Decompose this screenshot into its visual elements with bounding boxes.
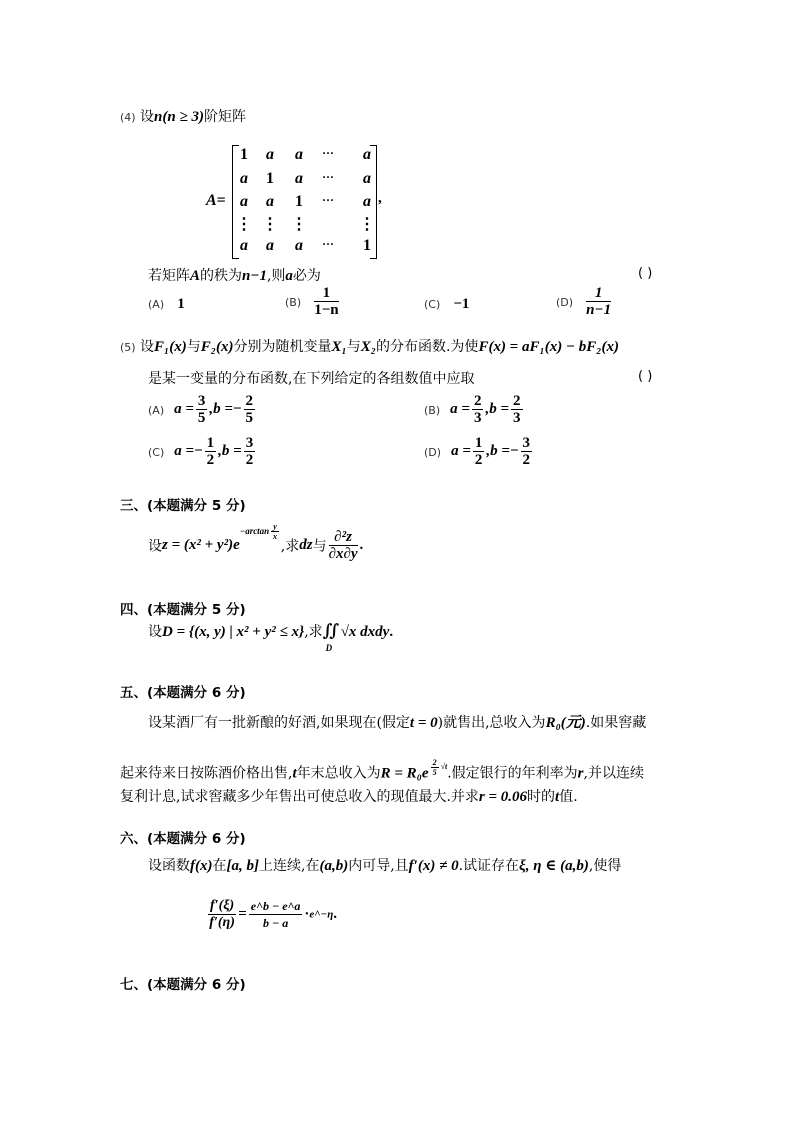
q5-option-d	[424, 435, 534, 468]
matrix-name: A	[206, 192, 217, 209]
matrix-cell: ⋮	[262, 216, 278, 233]
s5-exp-den: 5	[432, 768, 437, 777]
q5-a-fraction	[205, 435, 217, 468]
s6-title: 六、(本题满分 6 分)	[120, 831, 246, 847]
q4-option-b	[285, 285, 341, 318]
matrix-cell: 1	[266, 170, 274, 187]
q5-a-num: 2	[473, 393, 482, 409]
q5-f2: F₂(x)	[200, 339, 234, 355]
s5-l2-r: R = R₀e	[380, 765, 429, 782]
q4-cond-var2: a	[285, 268, 293, 284]
s5-l2-a: 起来待来日按陈酒价格出售,	[120, 765, 293, 782]
q5-b-var: ,b =	[486, 443, 510, 459]
q4-option-b-num: 1	[314, 285, 338, 302]
s6-rhs-fraction	[249, 898, 303, 931]
matrix-cell: ⋮	[291, 216, 307, 233]
s3-mid2: 与	[312, 538, 327, 555]
matrix-cell: ···	[321, 146, 334, 160]
s5-l1-c: .如果窖藏	[585, 715, 647, 731]
s5-l1-t: t = 0	[409, 715, 438, 731]
s5-l2-r-var: r	[577, 765, 584, 782]
q5-a-var: a =	[451, 443, 471, 459]
q4-option-c-value: −1	[453, 296, 470, 312]
matrix-cell: a	[240, 237, 248, 254]
s6-l1-e: .试证存在	[458, 858, 520, 874]
s6-f-den: f′(η)	[209, 915, 235, 930]
s6-eq: =	[238, 906, 247, 922]
s5-line2	[120, 758, 644, 782]
q4-option-a	[148, 293, 185, 313]
q4-number: (4)	[120, 111, 136, 124]
q4-cond-pre: 若矩阵	[148, 268, 190, 284]
s3-body	[148, 522, 363, 562]
q5-a-var: a =	[174, 401, 194, 417]
q5-b-num: 3	[522, 435, 530, 451]
q5-b-num: 2	[513, 393, 521, 409]
matrix-label	[206, 190, 226, 210]
q5-b-sign: −	[509, 443, 519, 459]
s5-l3-a: 复利计息,试求窖藏多少年售出可使总收入的现值最大.并求	[120, 789, 479, 805]
s6-f-num: f′(ξ)	[210, 898, 235, 913]
q5-line2: 是某一变量的分布函数,在下列给定的各组数值中应取	[148, 371, 475, 387]
q5-option-b	[424, 393, 525, 426]
q5-option-label: (C)	[148, 446, 165, 459]
s5-exp-num: 2	[432, 758, 437, 767]
s6-l1-b: 在	[212, 858, 227, 874]
q5-a-fraction	[473, 435, 485, 468]
q5-a-num: 3	[197, 393, 206, 409]
s6-l1-cond: f′(x) ≠ 0	[408, 858, 459, 874]
s5-l3-b: 时的	[527, 789, 556, 805]
q4-cond-post2: 必为	[292, 268, 321, 284]
s6-l1-f2: ,使得	[588, 858, 622, 874]
s5-exp-rest: √t	[440, 762, 448, 772]
s3-exp-den: x	[272, 532, 277, 541]
s6-l1-open: (a,b)	[319, 858, 349, 874]
s6-l1-xi: ξ, η ∈ (a,b)	[519, 858, 589, 874]
q5-b-den: 5	[245, 410, 254, 426]
q4-intro-post: 阶矩阵	[203, 109, 246, 125]
s3-exponent	[239, 522, 281, 541]
s4-integrand: √x dxdy	[340, 624, 390, 640]
s4-set: D = {(x, y) | x² + y² ≤ x}	[162, 624, 305, 640]
q4-option-d-num: 1	[586, 285, 611, 302]
s5-line1	[148, 711, 646, 732]
s6-formula	[206, 898, 337, 931]
q4-option-d-den: n−1	[586, 302, 612, 318]
q4-intro-pre: 设	[140, 109, 155, 125]
s6-dot: ·	[304, 906, 310, 922]
q5-b-fraction	[244, 435, 256, 468]
q5-b-den: 3	[513, 410, 521, 426]
s4-integral-wrap	[322, 621, 341, 653]
q4-option-c	[424, 293, 469, 313]
s5-l2-d: ,并以连续	[583, 765, 644, 782]
s6-l1-f: f(x)	[190, 858, 213, 874]
s5-l1-r0: R₀(元)	[545, 715, 586, 731]
s3-lhs: z = (x² + y²)e	[162, 537, 240, 554]
q5-b-fraction	[511, 393, 523, 426]
q4-cond-var: A	[190, 268, 201, 284]
q5-x1: X₁	[331, 339, 347, 355]
q5-p1: 设	[140, 339, 155, 355]
q5-option-label: (B)	[424, 404, 441, 417]
q4-option-a-label: (A)	[148, 298, 165, 311]
q5-b-var: ,b =	[485, 401, 510, 417]
matrix-cell: a	[295, 170, 303, 187]
matrix-cell: 1	[295, 193, 303, 210]
q4-option-d-fraction	[586, 285, 611, 318]
s5-l3-c: 值.	[559, 789, 578, 805]
s4-integral: ∬	[322, 621, 340, 640]
q5-p4: 与	[346, 339, 361, 355]
s6-end: .	[333, 906, 338, 922]
matrix-cell: 1	[240, 146, 248, 163]
s5-l3-r: r = 0.06	[478, 789, 528, 805]
matrix-cell: 1	[363, 237, 371, 254]
q4-var-n: n	[154, 109, 163, 125]
s6-l1-a: 设函数	[148, 858, 190, 874]
q5-a-num: 1	[206, 435, 215, 451]
q5-b-fraction	[244, 393, 256, 426]
q5-a-var: a =	[450, 401, 470, 417]
matrix-cell: ···	[321, 237, 334, 251]
s3-exp: −arctan	[239, 525, 270, 536]
q4-answer-blank: ( )	[638, 266, 653, 281]
q5-b-num: 3	[245, 435, 254, 451]
q5-answer-blank: ( )	[638, 369, 653, 384]
s5-l1-a: 设某酒厂有一批新酿的好酒,如果现在(假定	[148, 715, 410, 731]
s5-l2-c: .假定银行的年利率为	[447, 765, 578, 782]
q5-a-var: a =	[174, 443, 195, 459]
matrix-cell: a	[240, 170, 248, 187]
s5-l2-t: t	[292, 765, 297, 782]
q4-cond-post1: ,则	[266, 268, 286, 284]
q4-option-d-label: (D)	[556, 296, 574, 309]
q5-option-label: (D)	[424, 446, 442, 459]
s5-l1-b: )就售出,总收入为	[437, 715, 546, 731]
q5-p5: 的分布函数.为使	[375, 339, 479, 355]
s3-dz: dz	[299, 537, 313, 554]
s6-tail: e^−η	[309, 908, 334, 921]
s3-mid: ,求	[280, 538, 300, 555]
q5-p3: 分别为随机变量	[233, 339, 332, 355]
s6-r-num: e^b − e^a	[250, 899, 301, 913]
q5-a-fraction	[472, 393, 484, 426]
q5-a-den: 2	[206, 452, 215, 468]
s4-mid: ,求	[304, 624, 323, 640]
s7-title: 七、(本题满分 6 分)	[120, 977, 246, 993]
s6-l1-int: [a, b]	[226, 858, 259, 874]
q4-option-d	[556, 285, 613, 318]
matrix-cell: ⋮	[359, 216, 375, 233]
matrix-cell: a	[266, 146, 274, 163]
s5-l2-b: 年末总收入为	[296, 765, 381, 782]
q4-option-b-fraction	[314, 285, 338, 318]
q4-cond-mid: 的秩为	[200, 268, 243, 284]
s3-d-num: ∂²z	[329, 529, 358, 546]
matrix-cell: a	[295, 237, 303, 254]
s4-sub: D	[325, 643, 333, 653]
s6-l1-c: 上连续,在	[259, 858, 320, 874]
matrix-cell: a	[363, 193, 371, 210]
s3-exp-num: y	[273, 522, 277, 531]
matrix-cell: ···	[321, 193, 334, 207]
q5-x2: X₂	[360, 339, 376, 355]
matrix-cell: ···	[321, 170, 334, 184]
matrix-cell: a	[266, 193, 274, 210]
q5-a-sign: −	[194, 443, 203, 459]
q5-b-den: 2	[245, 452, 254, 468]
s6-r-den: b − a	[262, 916, 289, 930]
matrix-cell: a	[240, 193, 248, 210]
s3-pre: 设	[148, 538, 162, 555]
q5-b-var: ,b =	[209, 401, 233, 417]
q5-b-fraction	[521, 435, 533, 468]
matrix-cell: a	[363, 170, 371, 187]
s5-exponent	[429, 758, 448, 777]
s3-derivative	[329, 529, 358, 562]
q5-a-den: 3	[473, 410, 482, 426]
q5-b-num: 2	[245, 393, 254, 409]
s4-pre: 设	[148, 624, 162, 640]
q4-option-a-value: 1	[177, 296, 185, 312]
s4-body	[148, 621, 394, 653]
s5-title: 五、(本题满分 6 分)	[120, 685, 246, 701]
s5-line3	[120, 786, 578, 806]
q5-f1: F₁(x)	[154, 339, 187, 355]
q5-a-fraction	[196, 393, 208, 426]
matrix-cell: a	[363, 146, 371, 163]
q5-formula: F(x) = aF₁(x) − bF₂(x)	[478, 339, 620, 355]
q4-cond-rank: n−1	[242, 268, 267, 284]
s3-title: 三、(本题满分 5 分)	[120, 498, 246, 514]
s5-l3-t: t	[555, 789, 560, 805]
q4-line2	[148, 265, 321, 285]
q5-b-var: ,b =	[218, 443, 242, 459]
s3-end: .	[359, 537, 364, 554]
matrix-cell: a	[266, 237, 274, 254]
q4-option-c-label: (C)	[424, 298, 441, 311]
matrix-eq: =	[216, 192, 226, 209]
q4-option-b-den: 1−n	[314, 302, 339, 318]
q5-b-den: 2	[522, 452, 530, 468]
s6-lhs-fraction	[208, 898, 236, 931]
matrix-cell: ⋮	[236, 216, 252, 233]
q5-option-c	[148, 435, 257, 468]
s3-d-den: ∂x∂y	[328, 546, 358, 563]
s6-l1-d: 内可导,且	[348, 858, 409, 874]
q5-a-den: 2	[474, 452, 483, 468]
q5-option-a	[148, 393, 257, 426]
matrix-cell: a	[295, 146, 303, 163]
q5-a-num: 1	[474, 435, 483, 451]
s4-title: 四、(本题满分 5 分)	[120, 602, 246, 618]
q5-a-den: 5	[197, 410, 206, 426]
q4-line1	[120, 106, 246, 126]
matrix-comma: ,	[378, 190, 382, 206]
q4-condition: (n ≥ 3)	[162, 109, 204, 125]
q4-option-b-label: (B)	[285, 296, 302, 309]
q5-number: (5)	[120, 341, 136, 354]
q5-b-sign: −	[232, 401, 242, 417]
s4-end: .	[389, 624, 394, 640]
q5-line1	[120, 336, 619, 356]
s6-line1	[148, 855, 621, 875]
q5-p2: 与	[186, 339, 201, 355]
q5-option-label: (A)	[148, 404, 165, 417]
